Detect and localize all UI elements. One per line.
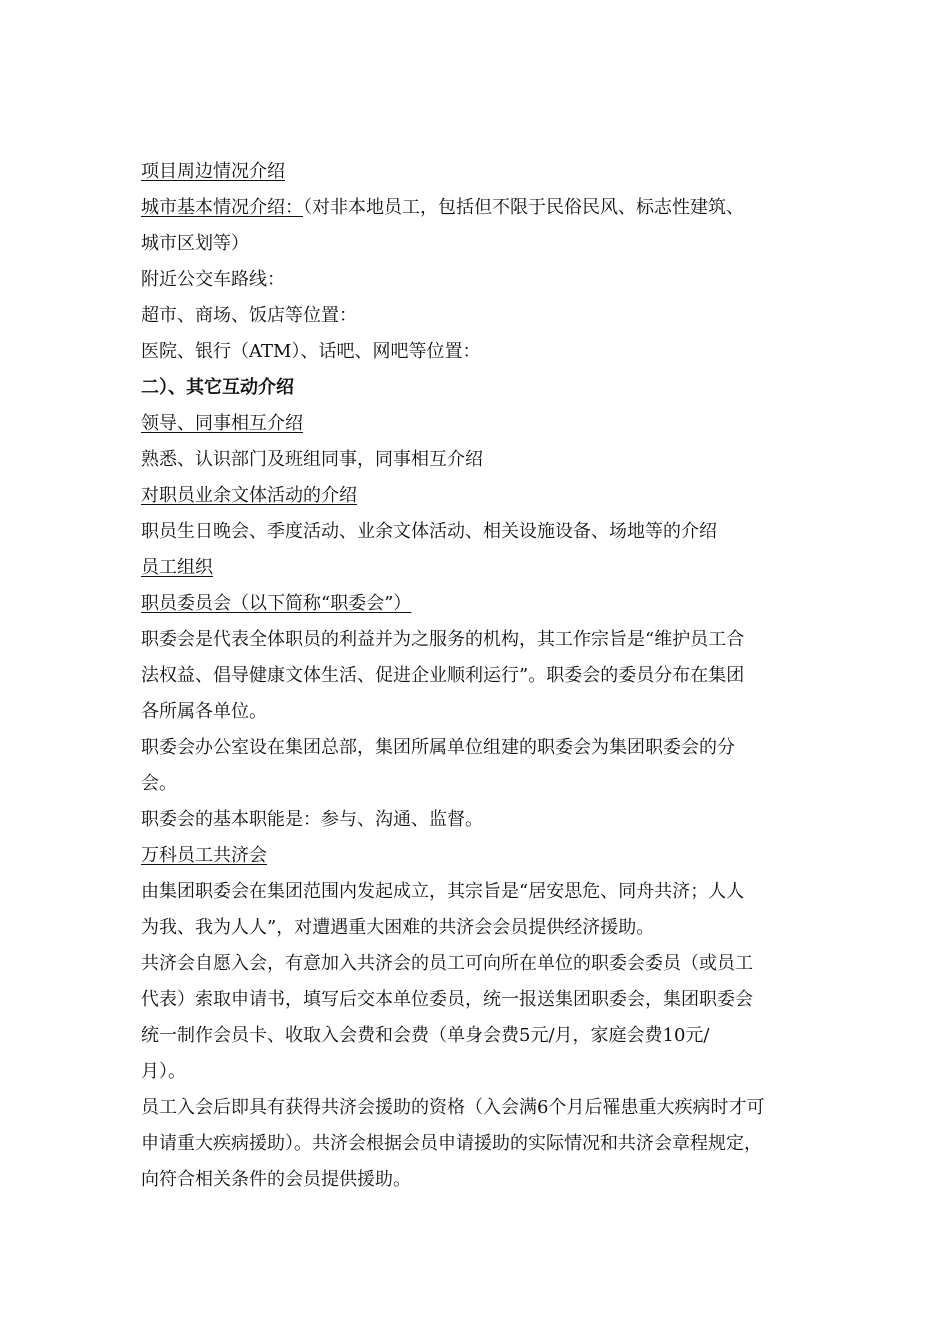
text-line <box>141 1165 821 1201</box>
body-text: 法权益、倡导健康文体生活、促进企业顺利运行”。职委会的委员分布在集团 <box>141 665 745 686</box>
body-text: 职员生日晚会、季度活动、业余文体活动、相关设施设备、场地等的介绍 <box>141 521 717 542</box>
text-line <box>141 337 821 373</box>
body-text: 统一制作会员卡、收取入会费和会费（单身会费5元/月，家庭会费10元/ <box>141 1025 710 1046</box>
subheading <box>141 481 821 517</box>
body-text: 会。 <box>141 773 177 794</box>
text-line <box>141 805 821 841</box>
text-line <box>141 1057 821 1093</box>
underlined-text: 职员委员会（以下简称“职委会”） <box>141 593 412 614</box>
text-line <box>141 265 821 301</box>
body-text: 职委会是代表全体职员的利益并为之服务的机构，其工作宗旨是“维护员工合 <box>141 629 745 650</box>
body-text: 附近公交车路线： <box>141 269 285 290</box>
underlined-text: 万科员工共济会 <box>141 845 267 866</box>
text-line <box>141 661 821 697</box>
body-text: （对非本地员工，包括但不限于民俗民风、标志性建筑、 <box>303 197 744 218</box>
body-text: 申请重大疾病援助）。共济会根据会员申请援助的实际情况和共济会章程规定， <box>141 1133 762 1154</box>
body-text: 医院、银行（ATM）、话吧、网吧等位置： <box>141 341 481 362</box>
subheading <box>141 841 821 877</box>
subheading <box>141 409 821 445</box>
body-text: 员工入会后即具有获得共济会援助的资格（入会满6个月后罹患重大疾病时才可 <box>141 1097 765 1118</box>
body-text: 超市、商场、饭店等位置： <box>141 305 357 326</box>
text-line <box>141 769 821 805</box>
bold-text: 二）、其它互动介绍 <box>141 377 294 398</box>
text-line <box>141 517 821 553</box>
text-line <box>141 949 821 985</box>
body-text: 由集团职委会在集团范围内发起成立，其宗旨是“居安思危、同舟共济；人人 <box>141 881 745 902</box>
body-text: 职委会的基本职能是：参与、沟通、监督。 <box>141 809 483 830</box>
text-line <box>141 1093 821 1129</box>
text-line <box>141 193 821 229</box>
body-text: 向符合相关条件的会员提供援助。 <box>141 1169 411 1190</box>
body-text: 城市区划等） <box>141 233 249 254</box>
body-text: 月）。 <box>141 1061 186 1082</box>
text-line <box>141 1129 821 1165</box>
underlined-text: 领导、同事相互介绍 <box>141 413 303 434</box>
text-line <box>141 733 821 769</box>
subheading <box>141 589 821 625</box>
underlined-text: 城市基本情况介绍： <box>141 197 303 218</box>
subheading <box>141 157 821 193</box>
text-line <box>141 1021 821 1057</box>
body-text: 各所属各单位。 <box>141 701 267 722</box>
body-text: 职委会办公室设在集团总部，集团所属单位组建的职委会为集团职委会的分 <box>141 737 735 758</box>
text-line <box>141 229 821 265</box>
text-line <box>141 301 821 337</box>
text-line <box>141 445 821 481</box>
text-line <box>141 913 821 949</box>
section-heading <box>141 373 821 409</box>
body-text: 代表）索取申请书，填写后交本单位委员，统一报送集团职委会，集团职委会 <box>141 989 753 1010</box>
underlined-text: 对职员业余文体活动的介绍 <box>141 485 357 506</box>
text-line <box>141 625 821 661</box>
underlined-text: 员工组织 <box>141 557 213 578</box>
text-line <box>141 697 821 733</box>
text-line <box>141 985 821 1021</box>
subheading <box>141 553 821 589</box>
body-text: 共济会自愿入会，有意加入共济会的员工可向所在单位的职委会委员（或员工 <box>141 953 753 974</box>
document-body <box>141 157 821 1201</box>
text-line <box>141 877 821 913</box>
body-text: 熟悉、认识部门及班组同事，同事相互介绍 <box>141 449 483 470</box>
underlined-text: 项目周边情况介绍 <box>141 161 285 182</box>
body-text: 为我、我为人人”，对遭遇重大困难的共济会会员提供经济援助。 <box>141 917 655 938</box>
